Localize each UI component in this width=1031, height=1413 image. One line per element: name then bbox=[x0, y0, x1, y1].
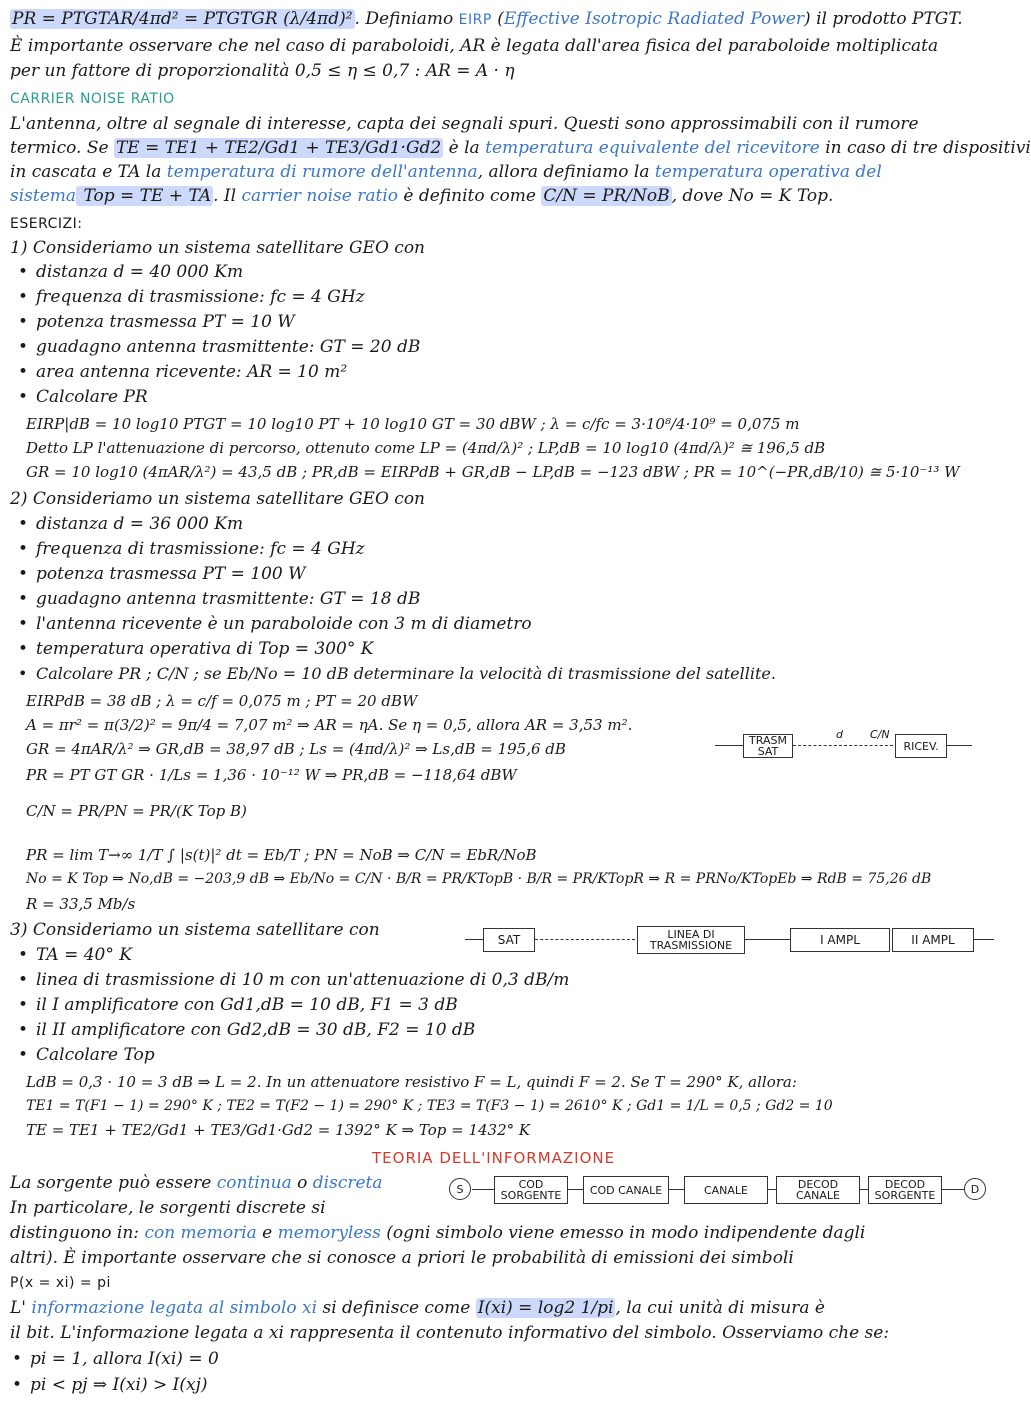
exercises-heading: ESERCIZI: bbox=[10, 216, 83, 232]
calc-line: EIRPdB = 38 dB ; λ = c/f = 0,075 m ; PT = 20 dBW bbox=[26, 692, 418, 710]
list-item: • area antenna ricevente: AR = 10 m² bbox=[36, 361, 347, 383]
exercise-1-title: 1) Consideriamo un sistema satellitare GEO con bbox=[10, 238, 425, 258]
calc-line: GR = 10 log10 (4πAR/λ²) = 43,5 dB ; PR,dB = EIRPdB + GR,dB − LP,dB = −123 dBW ; PR = 10^(−PR,dB/10) ≅ 5·10⁻¹³ W bbox=[26, 463, 960, 481]
received-power-formula: PR = PTGTAR/4πd² = PTGTGR (λ/4πd)² bbox=[12, 9, 353, 29]
exercise-2-title: 2) Consideriamo un sistema satellitare GEO con bbox=[10, 489, 425, 509]
carrier-noise-formula: C/N = PR/NoB bbox=[543, 186, 670, 206]
receiver-block: RICEV. bbox=[895, 734, 947, 758]
equivalent-temp-formula: TE = TE1 + TE2/Gd1 + TE3/Gd1·Gd2 bbox=[115, 138, 442, 158]
list-item: • temperatura operativa di Top = 300° K bbox=[36, 638, 373, 660]
channel-block: CANALE bbox=[684, 1176, 768, 1204]
link-wire bbox=[715, 745, 743, 746]
list-item: • potenza trasmessa PT = 100 W bbox=[36, 563, 306, 585]
information-formula: I(xi) = log2 1/pi bbox=[477, 1298, 614, 1318]
section-heading: CARRIER NOISE RATIO bbox=[10, 91, 175, 107]
list-item: • il II amplificatore con Gd2,dB = 30 dB, F2 = 10 dB bbox=[36, 1019, 475, 1041]
comm-wire bbox=[669, 1189, 684, 1190]
calc-line: R = 33,5 Mb/s bbox=[26, 895, 136, 913]
source-decoder-block: DECOD SORGENTE bbox=[868, 1176, 942, 1204]
note-line: in cascata e TA la temperatura di rumore dell'antenna, allora definiamo la temperatura operativa del bbox=[10, 162, 882, 182]
link-wire bbox=[947, 745, 972, 746]
note-line: per un fattore di proporzionalità 0,5 ≤ η ≤ 0,7 : AR = A · η bbox=[10, 61, 515, 81]
calc-line: EIRP|dB = 10 log10 PTGT = 10 log10 PT + 10 log10 GT = 30 dBW ; λ = c/fc = 3·10⁸/4·10⁹ = 0,075 m bbox=[26, 415, 800, 433]
calc-line: TE = TE1 + TE2/Gd1 + TE3/Gd1·Gd2 = 1392° K ⇒ Top = 1432° K bbox=[26, 1121, 531, 1139]
list-item: • guadagno antenna trasmittente: GT = 20 dB bbox=[36, 336, 420, 358]
list-item: • TA = 40° K bbox=[36, 944, 132, 966]
comm-wire bbox=[860, 1189, 868, 1190]
list-item: • il I amplificatore con Gd1,dB = 10 dB, F1 = 3 dB bbox=[36, 994, 458, 1016]
list-item: • frequenza di trasmissione: fc = 4 GHz bbox=[36, 286, 365, 308]
comm-wire bbox=[472, 1189, 494, 1190]
calc-line: PR = PT GT GR · 1/Ls = 1,36 · 10⁻¹² W ⇒ PR,dB = −118,64 dBW bbox=[26, 766, 517, 784]
note-line: È importante osservare che nel caso di paraboloidi, AR è legata dall'area fisica del paraboloide moltiplicata bbox=[10, 36, 939, 56]
calc-line: GR = 4πAR/λ² ⇒ GR,dB = 38,97 dB ; Ls = (4πd/λ)² ⇒ Ls,dB = 195,6 dB bbox=[26, 740, 566, 758]
list-item: • frequenza di trasmissione: fc = 4 GHz bbox=[36, 538, 365, 560]
calc-line: TE1 = T(F1 − 1) = 290° K ; TE2 = T(F2 − 1) = 290° K ; TE3 = T(F3 − 1) = 2610° K ; Gd1 = 1/L = 0,5 ; Gd2 = 10 bbox=[26, 1098, 833, 1114]
list-item: • distanza d = 36 000 Km bbox=[36, 513, 243, 535]
comm-wire bbox=[568, 1189, 583, 1190]
note-line: distinguono in: con memoria e memoryless (ogni simbolo viene emesso in modo indipendente dagli bbox=[10, 1223, 866, 1243]
calc-line: LdB = 0,3 · 10 = 3 dB ⇒ L = 2. In un attenuatore resistivo F = L, quindi F = 2. Se T = 290° K, allora: bbox=[26, 1073, 797, 1091]
source-coder-block: COD SORGENTE bbox=[494, 1176, 568, 1204]
chain-wire bbox=[974, 939, 994, 940]
channel-coder-block: COD CANALE bbox=[583, 1176, 669, 1204]
list-item: • guadagno antenna trasmittente: GT = 18 dB bbox=[36, 588, 420, 610]
note-line: PR = PTGTAR/4πd² = PTGTGR (λ/4πd)² . Definiamo EIRP (Effective Isotropic Radiated Power) il prodotto PTGT. bbox=[12, 9, 963, 29]
calc-line: PR = lim T→∞ 1/T ∫ |s(t)|² dt = Eb/T ; PN = NoB ⇒ C/N = EbR/NoB bbox=[26, 846, 537, 864]
sat-block: SAT bbox=[483, 928, 535, 952]
section-title: TEORIA DELL'INFORMAZIONE bbox=[372, 1149, 616, 1167]
distance-label: d bbox=[836, 728, 843, 741]
comm-wire bbox=[942, 1189, 964, 1190]
list-item: • pi < pj ⇒ I(xi) > I(xj) bbox=[30, 1374, 207, 1396]
calc-line: Detto LP l'attenuazione di percorso, ottenuto come LP = (4πd/λ)² ; LP,dB = 10 log10 (4πd/λ)² ≅ 196,5 dB bbox=[26, 439, 826, 457]
list-item: • Calcolare PR ; C/N ; se Eb/No = 10 dB determinare la velocità di trasmissione del satellite. bbox=[36, 663, 776, 685]
destination-node: D bbox=[964, 1178, 986, 1200]
list-item: • pi = 1, allora I(xi) = 0 bbox=[30, 1348, 219, 1370]
list-item: • linea di trasmissione di 10 m con un'attenuazione di 0,3 dB/m bbox=[36, 969, 569, 991]
exercise-3-title: 3) Consideriamo un sistema satellitare con bbox=[10, 920, 380, 940]
note-line: termico. Se TE = TE1 + TE2/Gd1 + TE3/Gd1·Gd2 è la temperatura equivalente del ricevitore in caso di tre dispositivi bbox=[10, 138, 1031, 158]
eirp-term: EIRP bbox=[458, 12, 492, 28]
cn-label: C/N bbox=[870, 728, 890, 741]
eirp-definition: Effective Isotropic Radiated Power bbox=[503, 9, 805, 29]
link-path bbox=[793, 745, 893, 746]
list-item: • potenza trasmessa PT = 10 W bbox=[36, 311, 295, 333]
note-line: L'antenna, oltre al segnale di interesse, capta dei segnali spuri. Questi sono approssimabili con il rumore bbox=[10, 114, 919, 134]
note-line: sistema Top = TE + TA . Il carrier noise ratio è definito come C/N = PR/NoB , dove No = K Top. bbox=[10, 186, 834, 206]
calc-line: No = K Top ⇒ No,dB = −203,9 dB ⇒ Eb/No = C/N · B/R = PR/KTopB · B/R = PR/KTopR ⇒ R = PRNo/KTopEb ⇒ RdB = 75,26 dB bbox=[26, 871, 932, 887]
list-item: • Calcolare Top bbox=[36, 1044, 155, 1066]
amplifier-1-block: I AMPL bbox=[790, 928, 890, 952]
amplifier-2-block: II AMPL bbox=[892, 928, 974, 952]
calc-line: C/N = PR/PN = PR/(K Top B) bbox=[26, 802, 247, 820]
channel-decoder-block: DECOD CANALE bbox=[776, 1176, 860, 1204]
note-line: In particolare, le sorgenti discrete si bbox=[10, 1198, 326, 1218]
transmission-line-block: LINEA DI TRASMISSIONE bbox=[637, 926, 745, 954]
list-item: • l'antenna ricevente è un paraboloide con 3 m di diametro bbox=[36, 613, 532, 635]
note-line: L' informazione legata al simbolo xi si definisce come I(xi) = log2 1/pi , la cui unità di misura è bbox=[10, 1298, 825, 1318]
note-line: il bit. L'informazione legata a xi rappresenta il contenuto informativo del simbolo. Osserviamo che se: bbox=[10, 1323, 890, 1343]
calc-line: A = πr² = π(3/2)² = 9π/4 = 7,07 m² ⇒ AR = ηA. Se η = 0,5, allora AR = 3,53 m². bbox=[26, 716, 633, 734]
chain-wire bbox=[465, 939, 483, 940]
source-node: S bbox=[449, 1178, 471, 1200]
comm-wire bbox=[768, 1189, 776, 1190]
note-line: altri). È importante osservare che si conosce a priori le probabilità di emissioni dei simboli bbox=[10, 1248, 794, 1268]
note-line: P(x = xi) = pi bbox=[10, 1275, 111, 1291]
chain-wire bbox=[745, 939, 790, 940]
chain-path bbox=[535, 939, 635, 940]
list-item: • distanza d = 40 000 Km bbox=[36, 261, 243, 283]
note-line: La sorgente può essere continua o discreta bbox=[10, 1173, 383, 1193]
transmitter-block: TRASM SAT bbox=[743, 734, 793, 758]
list-item: • Calcolare PR bbox=[36, 386, 148, 408]
